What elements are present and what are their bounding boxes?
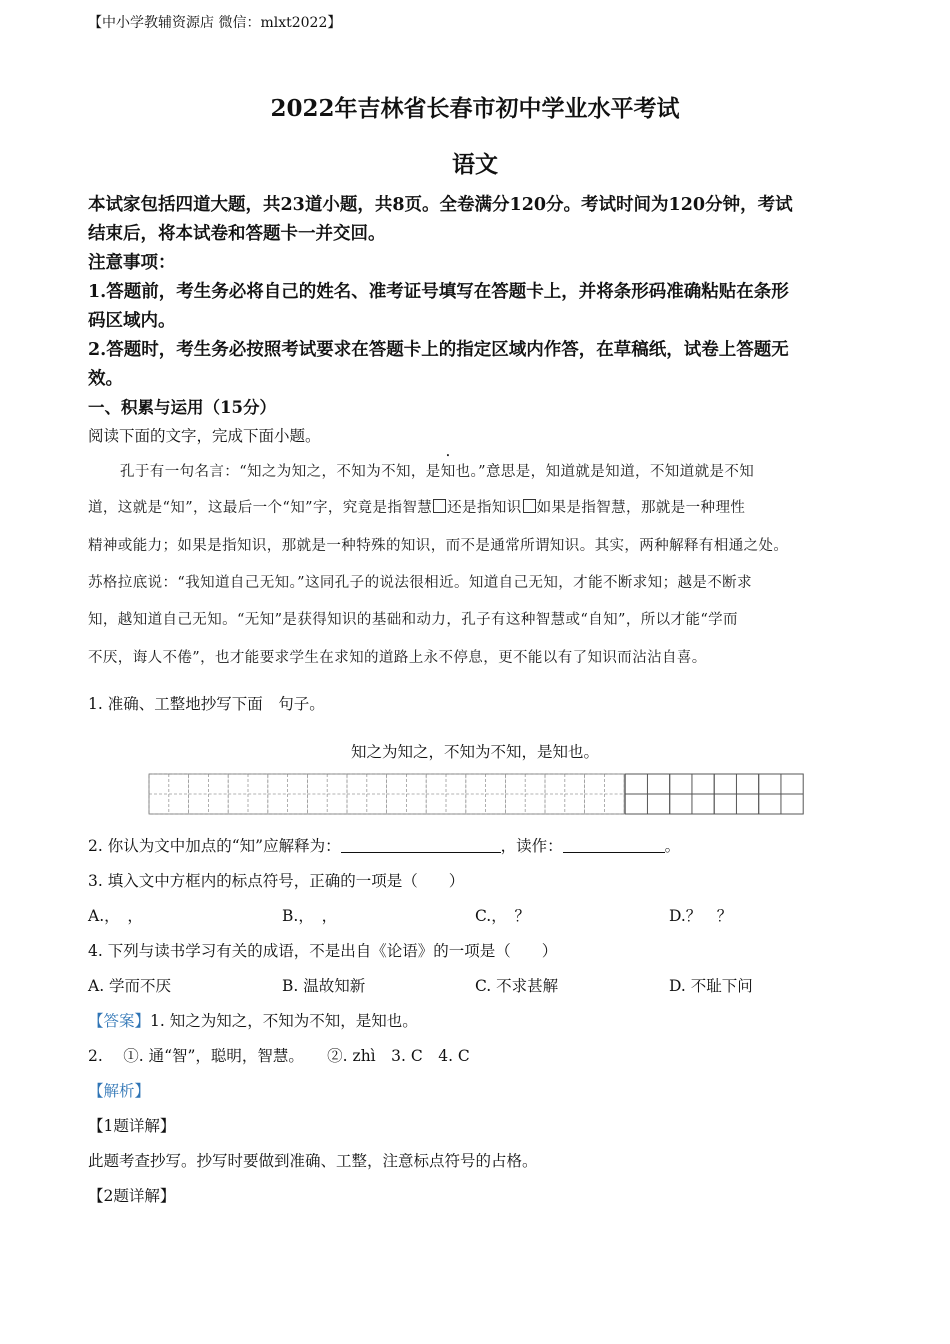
passage-line-6: 不厌，诲人不倦”，也才能要求学生在求知的道路上永不停息，更不能以有了知识而沾沾自喜。 <box>88 650 707 666</box>
passage-text: 道，这就是“知”，这最后一个“知”字，究竟是指智慧 <box>88 500 433 516</box>
answer-line-1 <box>88 1009 418 1031</box>
question-2 <box>88 834 680 856</box>
answer-line-2: 2. ①. 通“智”，聪明，智慧。 ②. zhì 3. C 4. C <box>88 1047 470 1065</box>
notice-1-line-1: 1.答题前，考生务必将自己的姓名、准考证号填写在答题卡上，并将条形码准确粘贴在条形 <box>88 282 789 302</box>
notice-title: 注意事项： <box>88 253 176 273</box>
answer-label: 【答案】 <box>88 1012 151 1030</box>
q3-option-b: B.， ， <box>282 907 338 925</box>
analysis-label: 【解析】 <box>88 1082 151 1100</box>
passage-line-3: 精神或能力；如果是指知识，那就是一种特殊的知识，而不是通常所谓知识。其实，两种解释有相通之处。 <box>88 538 789 554</box>
subject-title: 语文 <box>452 151 498 178</box>
q4-option-c: C. 不求甚解 <box>475 977 559 995</box>
passage-line-4: 苏格拉底说：“我知道自己无知。”这同孔子的说法很相近。知道自己无知，才能不断求知；越是不断求 <box>88 575 752 591</box>
page-header: 【中小学教辅资源店 微信：mlxt2022】 <box>88 15 342 31</box>
intro-line-1: 本试家包括四道大题，共23道小题，共8页。全卷满分120分。考试时间为120分钟，考试 <box>88 195 793 215</box>
passage-line-1 <box>120 460 754 481</box>
q4-option-b: B. 温故知新 <box>282 977 366 995</box>
question-1: 1. 准确、工整地抄写下面 句子。 <box>88 695 325 713</box>
question-3: 3. 填入文中方框内的标点符号，正确的一项是（ ） <box>88 872 465 890</box>
detail-1-text: 此题考查抄写。抄写时要做到准确、工整，注意标点符号的占格。 <box>88 1152 538 1170</box>
section-instruction: 阅读下面的文字，完成下面小题。 <box>88 427 321 445</box>
punctuation-box-1 <box>433 499 446 513</box>
question-4: 4. 下列与读书学习有关的成语，不是出自《论语》的一项是（ ） <box>88 942 558 960</box>
intro-line-2: 结束后，将本试卷和答题卡一并交回。 <box>88 224 386 244</box>
section-heading: 一、积累与运用（15分） <box>88 398 276 417</box>
detail-1-heading: 【1题详解】 <box>88 1117 176 1135</box>
passage-line-5: 知，越知道自己无知。“无知”是获得知识的基础和动力，孔子有这种智慧或“自知”，所以才能“学而 <box>88 612 738 628</box>
dotted-character: 知 <box>440 464 456 480</box>
notice-2-line-1: 2.答题时，考生务必按照考试要求在答题卡上的指定区域内作答，在草稿纸，试卷上答题无 <box>88 340 789 360</box>
q4-option-a: A. 学而不厌 <box>88 977 172 995</box>
q3-option-d: D.？ ？ <box>669 907 733 925</box>
passage-text: 孔于有一句名言：“知之为知之，不知为不知，是 <box>120 464 441 480</box>
exam-title: 2022年吉林省长春市初中学业水平考试 <box>270 95 680 122</box>
writing-grid <box>148 772 804 816</box>
answer-blank-meaning[interactable] <box>341 838 501 853</box>
q4-option-d: D. 不耻下问 <box>669 977 753 995</box>
passage-text: 如果是指智慧，那就是一种理性 <box>536 500 746 516</box>
q2-text: 2. 你认为文中加点的“知”应解释为： <box>88 837 341 855</box>
punctuation-box-2 <box>523 499 536 513</box>
notice-1-line-2: 码区域内。 <box>88 311 176 331</box>
q3-option-a: A.， ， <box>88 907 143 925</box>
notice-2-line-2: 效。 <box>88 369 123 389</box>
q2-text: 。 <box>664 837 681 855</box>
passage-text: 还是指知识 <box>447 500 522 516</box>
answer-1: 1. 知之为知之，不知为不知，是知也。 <box>150 1012 418 1030</box>
passage-line-2 <box>88 496 745 517</box>
q3-option-c: C.， ？ <box>475 907 530 925</box>
detail-2-heading: 【2题详解】 <box>88 1187 176 1205</box>
q2-text: ，读作： <box>500 837 563 855</box>
passage-text: 也。”意思是，知道就是知道，不知道就是不知 <box>455 464 755 480</box>
copy-sentence: 知之为知之，不知为不知，是知也。 <box>350 743 599 761</box>
answer-blank-pronunciation[interactable] <box>563 838 665 853</box>
